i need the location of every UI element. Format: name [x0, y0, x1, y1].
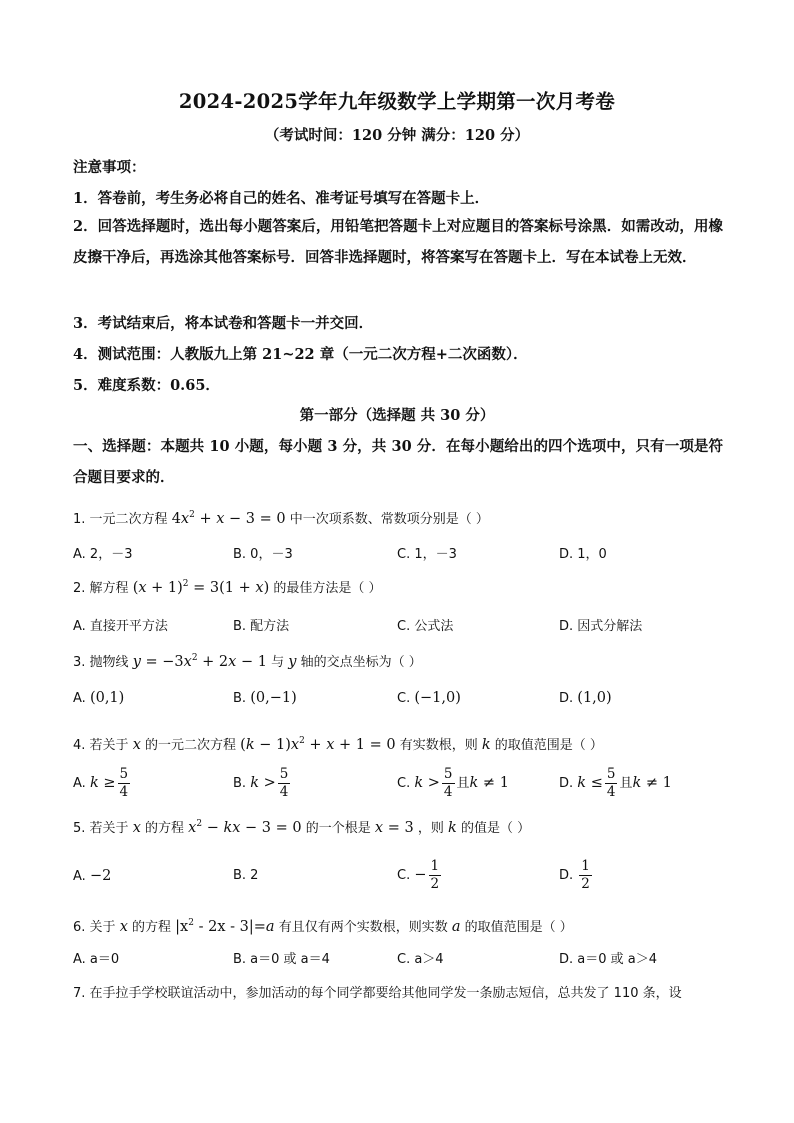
question-6 — [73, 916, 573, 935]
option-d[interactable]: D. $\frac{1}{2}$ — [559, 858, 590, 892]
option-a[interactable]: A. a＝0 — [73, 952, 120, 967]
option-b[interactable]: B. 配方法 — [233, 619, 290, 634]
question-5 — [73, 817, 530, 836]
equation: $(x + 1)^2 = 3(1 + x)$ — [132, 579, 270, 596]
question-4 — [73, 734, 603, 753]
option-d[interactable]: D. 1，0 — [559, 547, 607, 562]
note-item: 5．难度系数：0.65． — [73, 377, 220, 394]
option-d[interactable]: D. 因式分解法 — [559, 619, 643, 634]
option-a[interactable]: A. −2 — [73, 868, 112, 884]
note-item: 1．答卷前，考生务必将自己的姓名、准考证号填写在答题卡上． — [73, 190, 490, 207]
option-b[interactable]: B. (0,−1) — [233, 690, 297, 706]
notes-heading: 注意事项： — [73, 159, 146, 176]
question-text: 的值是（ ） — [460, 821, 531, 836]
variable: x — [132, 737, 141, 753]
question-text: 的方程 — [132, 920, 172, 935]
root-value: x = 3 — [374, 820, 414, 836]
option-d[interactable]: D. (1,0) — [559, 690, 612, 706]
option-c[interactable]: C. k > $\frac{5}{4}$ 且k ≠ 1 — [397, 766, 509, 800]
note-item: 3．考试结束后，将本试卷和答题卡一并交回． — [73, 315, 374, 332]
option-a[interactable]: A. 2，－3 — [73, 547, 133, 562]
option-c[interactable]: C. − $\frac{1}{2}$ — [397, 858, 440, 892]
option-c[interactable]: C. a＞4 — [397, 952, 444, 967]
section-title: 第一部分（选择题 共 30 分） — [299, 407, 495, 424]
question-3 — [73, 651, 422, 670]
option-b[interactable]: B. 0，－3 — [233, 547, 293, 562]
question-text: 的取值范围是（ ） — [494, 738, 603, 753]
option-d[interactable]: D. k ≤ $\frac{5}{4}$ 且k ≠ 1 — [559, 766, 672, 800]
question-text: 3. 抛物线 — [73, 655, 129, 670]
variable: a — [451, 919, 461, 935]
question-text: 的一个根是 — [305, 821, 371, 836]
note-item: 2．回答选择题时，选出每小题答案后，用铅笔把答题卡上对应题目的答案标号涂黑．如需改动，用橡皮擦干净后，再选涂其他答案标号．回答非选择题时，将答案写在答题卡上．写在本试卷上无效． — [73, 218, 723, 266]
question-7: 7. 在手拉手学校联谊活动中，参加活动的每个同学都要给其他同学发一条励志短信，总共发了 110 条，设 — [73, 986, 682, 1001]
question-text: 5. 若关于 — [73, 821, 129, 836]
question-text: 轴的交点坐标为（ ） — [300, 655, 422, 670]
question-text: 1. 一元二次方程 — [73, 512, 168, 527]
equation: $(k - 1)x^2 + x + 1 = 0$ — [240, 736, 396, 753]
question-text: 2. 解方程 — [73, 581, 129, 596]
question-text: 中一次项系数、常数项分别是（ ） — [289, 512, 489, 527]
question-text: 的一元二次方程 — [145, 738, 237, 753]
option-b[interactable]: B. a＝0 或 a＝4 — [233, 952, 330, 967]
variable: x — [132, 820, 141, 836]
question-text: 的取值范围是（ ） — [464, 920, 573, 935]
option-c[interactable]: C. 公式法 — [397, 619, 454, 634]
variable: x — [119, 919, 128, 935]
option-b[interactable]: B. k > $\frac{5}{4}$ — [233, 766, 289, 800]
option-a[interactable]: A. k ≥ $\frac{5}{4}$ — [73, 766, 129, 800]
equation: $|x^2 - 2x - 3|=a$ — [175, 918, 275, 935]
equation: $x^2$ − kx − 3 = 0 — [188, 819, 302, 836]
equation: $4x^2 + x - 3 = 0$ — [171, 510, 286, 527]
question-2 — [73, 577, 382, 596]
option-d[interactable]: D. a＝0 或 a＞4 — [559, 952, 658, 967]
option-a[interactable]: A. (0,1) — [73, 690, 125, 706]
variable: k — [481, 737, 491, 753]
option-a[interactable]: A. 直接开平方法 — [73, 619, 168, 634]
question-text: 的最佳方法是（ ） — [273, 581, 382, 596]
equation: $y = -3x^2 + 2x - 1$ — [132, 653, 267, 670]
question-1 — [73, 508, 489, 527]
option-b[interactable]: B. 2 — [233, 868, 259, 883]
section-instruction: 一、选择题：本题共 10 小题，每小题 3 分，共 30 分．在每小题给出的四个选项中，只有一项是符合题目要求的． — [73, 438, 723, 486]
question-text: 6. 关于 — [73, 920, 116, 935]
question-text: ，则 — [417, 821, 444, 836]
variable: y — [288, 654, 297, 670]
question-text: 有且仅有两个实数根，则实数 — [278, 920, 448, 935]
option-c[interactable]: C. (−1,0) — [397, 690, 461, 706]
page-title: 2024-2025学年九年级数学上学期第一次月考卷 — [178, 90, 616, 113]
exam-info: （考试时间：120 分钟 满分：120 分） — [264, 127, 530, 144]
question-text: 的方程 — [145, 821, 185, 836]
note-item: 4．测试范围：人教版九上第 21~22 章（一元二次方程+二次函数）． — [73, 346, 528, 363]
option-c[interactable]: C. 1，－3 — [397, 547, 457, 562]
question-text: 与 — [271, 655, 285, 670]
question-text: 有实数根，则 — [399, 738, 478, 753]
variable: k — [448, 820, 457, 836]
question-text: 4. 若关于 — [73, 738, 129, 753]
